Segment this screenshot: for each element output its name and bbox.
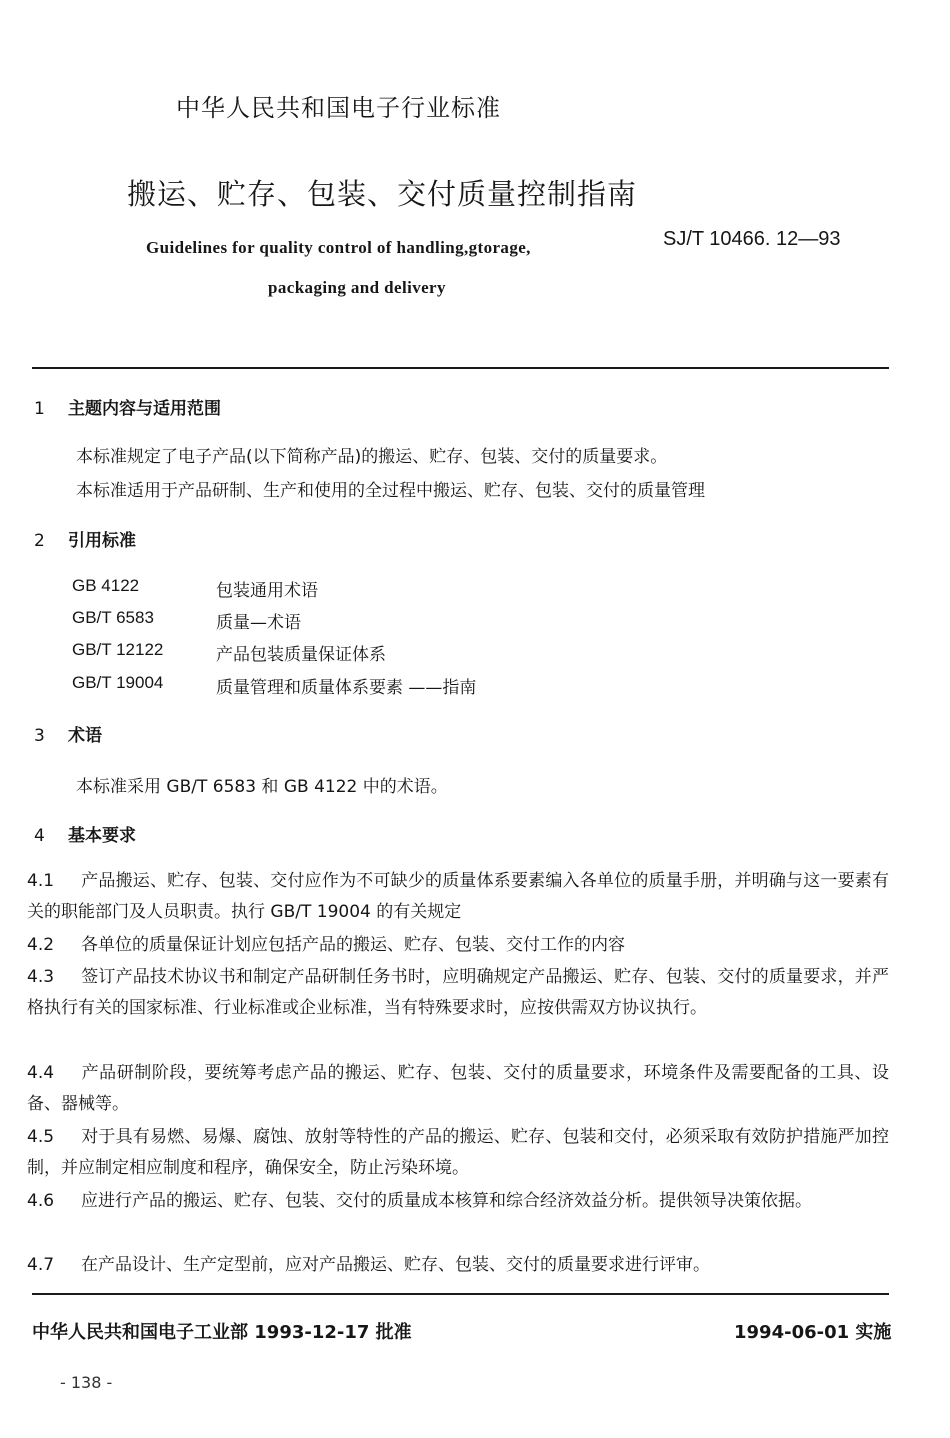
requirement-item xyxy=(27,1250,889,1281)
section-3-title: 术语 xyxy=(68,726,102,746)
requirement-number: 4.6 xyxy=(27,1191,55,1211)
requirement-text: 产品搬运、贮存、包装、交付应作为不可缺少的质量体系要素编入各单位的质量手册，并明确与这一要素有关的职能部门及人员职责。执行 GB/T 19004 的有关规定 xyxy=(27,871,889,922)
issuing-body-title: 中华人民共和国电子行业标准 xyxy=(176,94,501,122)
document-title-en-line1: Guidelines for quality control of handling,gtorage, xyxy=(146,238,531,257)
requirement-item xyxy=(27,1186,889,1217)
section-3-heading xyxy=(34,721,102,746)
header-divider xyxy=(32,367,889,369)
effective-date: 1994-06-01 实施 xyxy=(734,1322,892,1343)
reference-code: GB/T 12122 xyxy=(72,640,164,659)
section-3-number: 3 xyxy=(34,726,45,746)
section-2-number: 2 xyxy=(34,531,45,551)
requirement-item xyxy=(27,930,889,961)
requirement-text: 产品研制阶段，要统筹考虑产品的搬运、贮存、包装、交付的质量要求，环境条件及需要配备的工具、设备、器械等。 xyxy=(27,1063,889,1114)
reference-code: GB/T 6583 xyxy=(72,608,154,627)
section-4-heading xyxy=(34,821,136,846)
section-4-title: 基本要求 xyxy=(68,826,136,846)
standard-number: SJ/T 10466. 12—93 xyxy=(663,228,841,250)
requirement-text: 应进行产品的搬运、贮存、包装、交付的质量成本核算和综合经济效益分析。提供领导决策依据。 xyxy=(81,1191,812,1211)
requirement-number: 4.7 xyxy=(27,1255,55,1275)
footer-divider xyxy=(32,1293,889,1295)
reference-name: 质量—术语 xyxy=(216,613,301,633)
requirement-text: 对于具有易燃、易爆、腐蚀、放射等特性的产品的搬运、贮存、包装和交付，必须采取有效防护措施严加控制，并应制定相应制度和程序，确保安全，防止污染环境。 xyxy=(27,1127,889,1178)
requirement-number: 4.5 xyxy=(27,1127,55,1147)
requirement-item xyxy=(27,962,889,1024)
section-1-paragraph-1: 本标准规定了电子产品(以下简称产品)的搬运、贮存、包装、交付的质量要求。 xyxy=(76,447,668,467)
section-1-title: 主题内容与适用范围 xyxy=(68,399,221,419)
section-1-paragraph-2: 本标准适用于产品研制、生产和使用的全过程中搬运、贮存、包装、交付的质量管理 xyxy=(76,481,705,501)
requirement-item xyxy=(27,1058,889,1120)
page-number: - 138 - xyxy=(60,1373,113,1392)
document-title-en-line2: packaging and delivery xyxy=(268,278,446,297)
reference-code: GB 4122 xyxy=(72,576,140,595)
document-title-cn: 搬运、贮存、包装、交付质量控制指南 xyxy=(127,177,638,211)
reference-name: 产品包装质量保证体系 xyxy=(216,645,386,665)
requirement-number: 4.2 xyxy=(27,935,55,955)
requirement-text: 各单位的质量保证计划应包括产品的搬运、贮存、包装、交付工作的内容 xyxy=(81,935,625,955)
requirement-text: 在产品设计、生产定型前，应对产品搬运、贮存、包装、交付的质量要求进行评审。 xyxy=(81,1255,710,1275)
requirement-number: 4.4 xyxy=(27,1063,55,1083)
section-1-number: 1 xyxy=(34,399,45,419)
requirement-text: 签订产品技术协议书和制定产品研制任务书时，应明确规定产品搬运、贮存、包装、交付的质量要求，并严格执行有关的国家标准、行业标准或企业标准，当有特殊要求时，应按供需双方协议执行。 xyxy=(27,967,889,1018)
approval-statement: 中华人民共和国电子工业部 1993-12-17 批准 xyxy=(32,1322,412,1343)
requirement-item xyxy=(27,866,889,928)
requirement-number: 4.3 xyxy=(27,967,55,987)
reference-name: 质量管理和质量体系要素 ——指南 xyxy=(216,678,477,698)
reference-code: GB/T 19004 xyxy=(72,673,164,692)
section-1-heading xyxy=(34,394,221,419)
section-2-title: 引用标准 xyxy=(68,531,136,551)
section-3-paragraph: 本标准采用 GB/T 6583 和 GB 4122 中的术语。 xyxy=(76,777,448,797)
requirement-item xyxy=(27,1122,889,1184)
section-2-heading xyxy=(34,526,136,551)
reference-name: 包装通用术语 xyxy=(216,581,318,601)
requirement-number: 4.1 xyxy=(27,871,55,891)
section-4-number: 4 xyxy=(34,826,45,846)
